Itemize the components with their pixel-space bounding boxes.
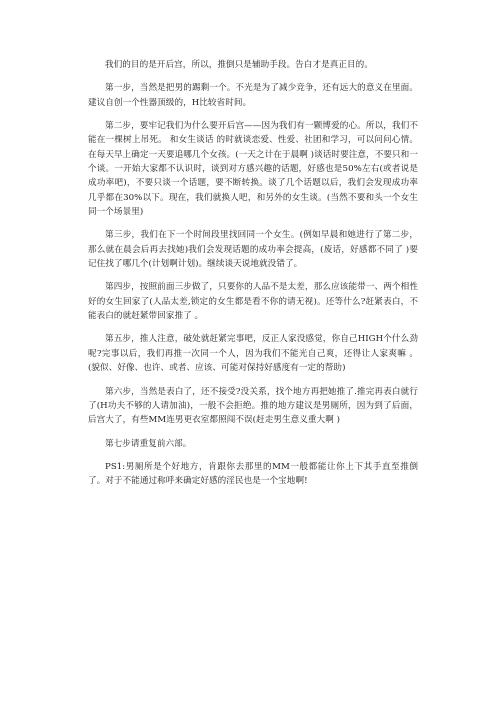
paragraph-step-3: 第三步，我们在下一个时间段里找回同一个女生。(例如早晨和她进行了第二步，那么就在晨会后再去找她)我们会发现话题的成功率会提高，(废话，好感都不同了 )要记住找了哪几个(计划啊计划)。继续谈天说地就没错了。 (88, 230, 418, 270)
document-page (88, 58, 418, 497)
paragraph-step-5: 第五步，推人注意，破处就赶紧完事吧，反正人家没感觉，你自己HIGH个什么劲呢?完事以后，我们再推一次同一个人，因为我们不能光自己爽，还得让人家爽嘛 。(貌似、好像、也许、或者、应该、可能对保持好感度有一定的帮助) (88, 334, 418, 374)
paragraph-step-7: 第七步请重复前六部。 (105, 438, 192, 449)
paragraph-intro: 我们的目的是开后宫，所以，推倒只是辅助手段。告白才是真正目的。 (105, 60, 373, 70)
paragraph-step-1: 第一步，当然是把男的踢剩一个。不光是为了减少竞争，还有远大的意义在里面。建议自创一个性器顶级的，H比较省时间。 (88, 83, 418, 108)
paragraph-step-4: 第四步，按照前面三步做了，只要你的人品不是太差，那么应该能带一、两个相性好的女生回家了(人品太差,锁定的女生都是看不你的请无视)。还等什么?赶紧表白，不能表白的就赶紧带回家推了 。 (88, 282, 418, 322)
paragraph-step-2: 第二步，要牢记我们为什么要开后宫——因为我们有一颗博爱的心。所以，我们不能在一棵树上吊死。 和女生谈话 的时就谈恋爱、性爱、社团和学习，可以问问心情。在每天早上确定一天要追哪几个女孩。(一天之计在于晨啊 )谈话时要注意，不要只和一个谈。一开始大家都不认识时，谈到对方感兴趣的话题，好感也是50%左右(或者说是成功率吧)，不要只谈一个话题，要不断转换。谈了几个话题以后，我们会发现成功率几乎都在30%以下。现在，我们就换人吧，和另外的女生谈。(当然不要和头一个女生同一个场景里) (88, 120, 418, 218)
paragraph-step-6: 第六步，当然是表白了，还不接受?没关系，找个地方再把她推了.推完再表白就行了(H功夫不够的人请加油)，一般不会拒绝。推的地方建议是男厕所，因为到了后面，后宫大了，有些MM连男更衣室都照闯不误(赶走男生意义重大啊 ) (88, 386, 418, 426)
paragraph-ps1: PS1:男厕所是个好地方，肯跟你去那里的MM一般都能让你上下其手直至推倒了。对于不能通过称呼来确定好感的淫民也是一个宝地啊! (88, 461, 418, 487)
